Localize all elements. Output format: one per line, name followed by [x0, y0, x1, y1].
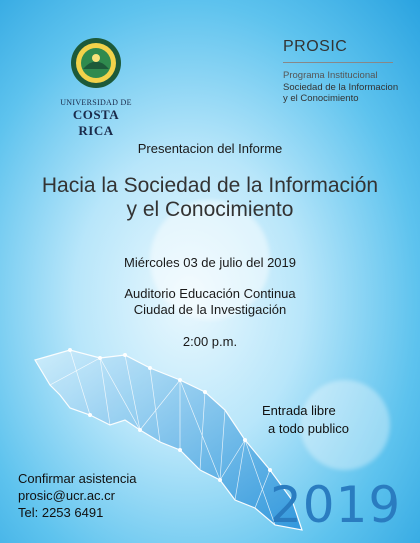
prosic-title: PROSIC: [283, 38, 348, 55]
year-display: 2019: [270, 476, 402, 534]
venue-line2: Ciudad de la Investigación: [133, 302, 287, 317]
event-time: 2:00 p.m.: [182, 334, 238, 349]
university-name-line1: UNIVERSIDAD DE: [60, 98, 132, 107]
prosic-desc-line2: y el Conocimiento: [283, 93, 359, 104]
presentation-label: Presentacion del Informe: [137, 141, 283, 156]
entry-line2: a todo publico: [268, 421, 349, 436]
headline-line1: Hacia la Sociedad de la Información: [41, 174, 379, 197]
prosic-divider: [283, 62, 393, 63]
university-logo: [56, 36, 136, 139]
contact-phone: Tel: 2253 6491: [18, 505, 104, 520]
headline-line2: y el Conocimiento: [126, 198, 294, 221]
event-headline: [0, 174, 420, 222]
event-venue: [0, 286, 420, 318]
prosic-subtitle: Programa Institucional: [283, 70, 378, 81]
rsvp-label: Confirmar asistencia: [18, 471, 137, 486]
prosic-desc-line1: Sociedad de la Informacion: [283, 81, 399, 93]
university-name-line2: COSTA RICA: [72, 107, 120, 138]
venue-line1: Auditorio Educación Continua: [124, 286, 296, 301]
prosic-description: [283, 70, 398, 105]
entry-info: [262, 402, 349, 438]
contact-email: prosic@ucr.ac.cr: [18, 488, 115, 503]
event-date: Miércoles 03 de julio del 2019: [124, 255, 296, 270]
university-seal-icon: [69, 36, 123, 90]
entry-line1: Entrada libre: [262, 403, 336, 418]
contact-block: [18, 470, 137, 521]
